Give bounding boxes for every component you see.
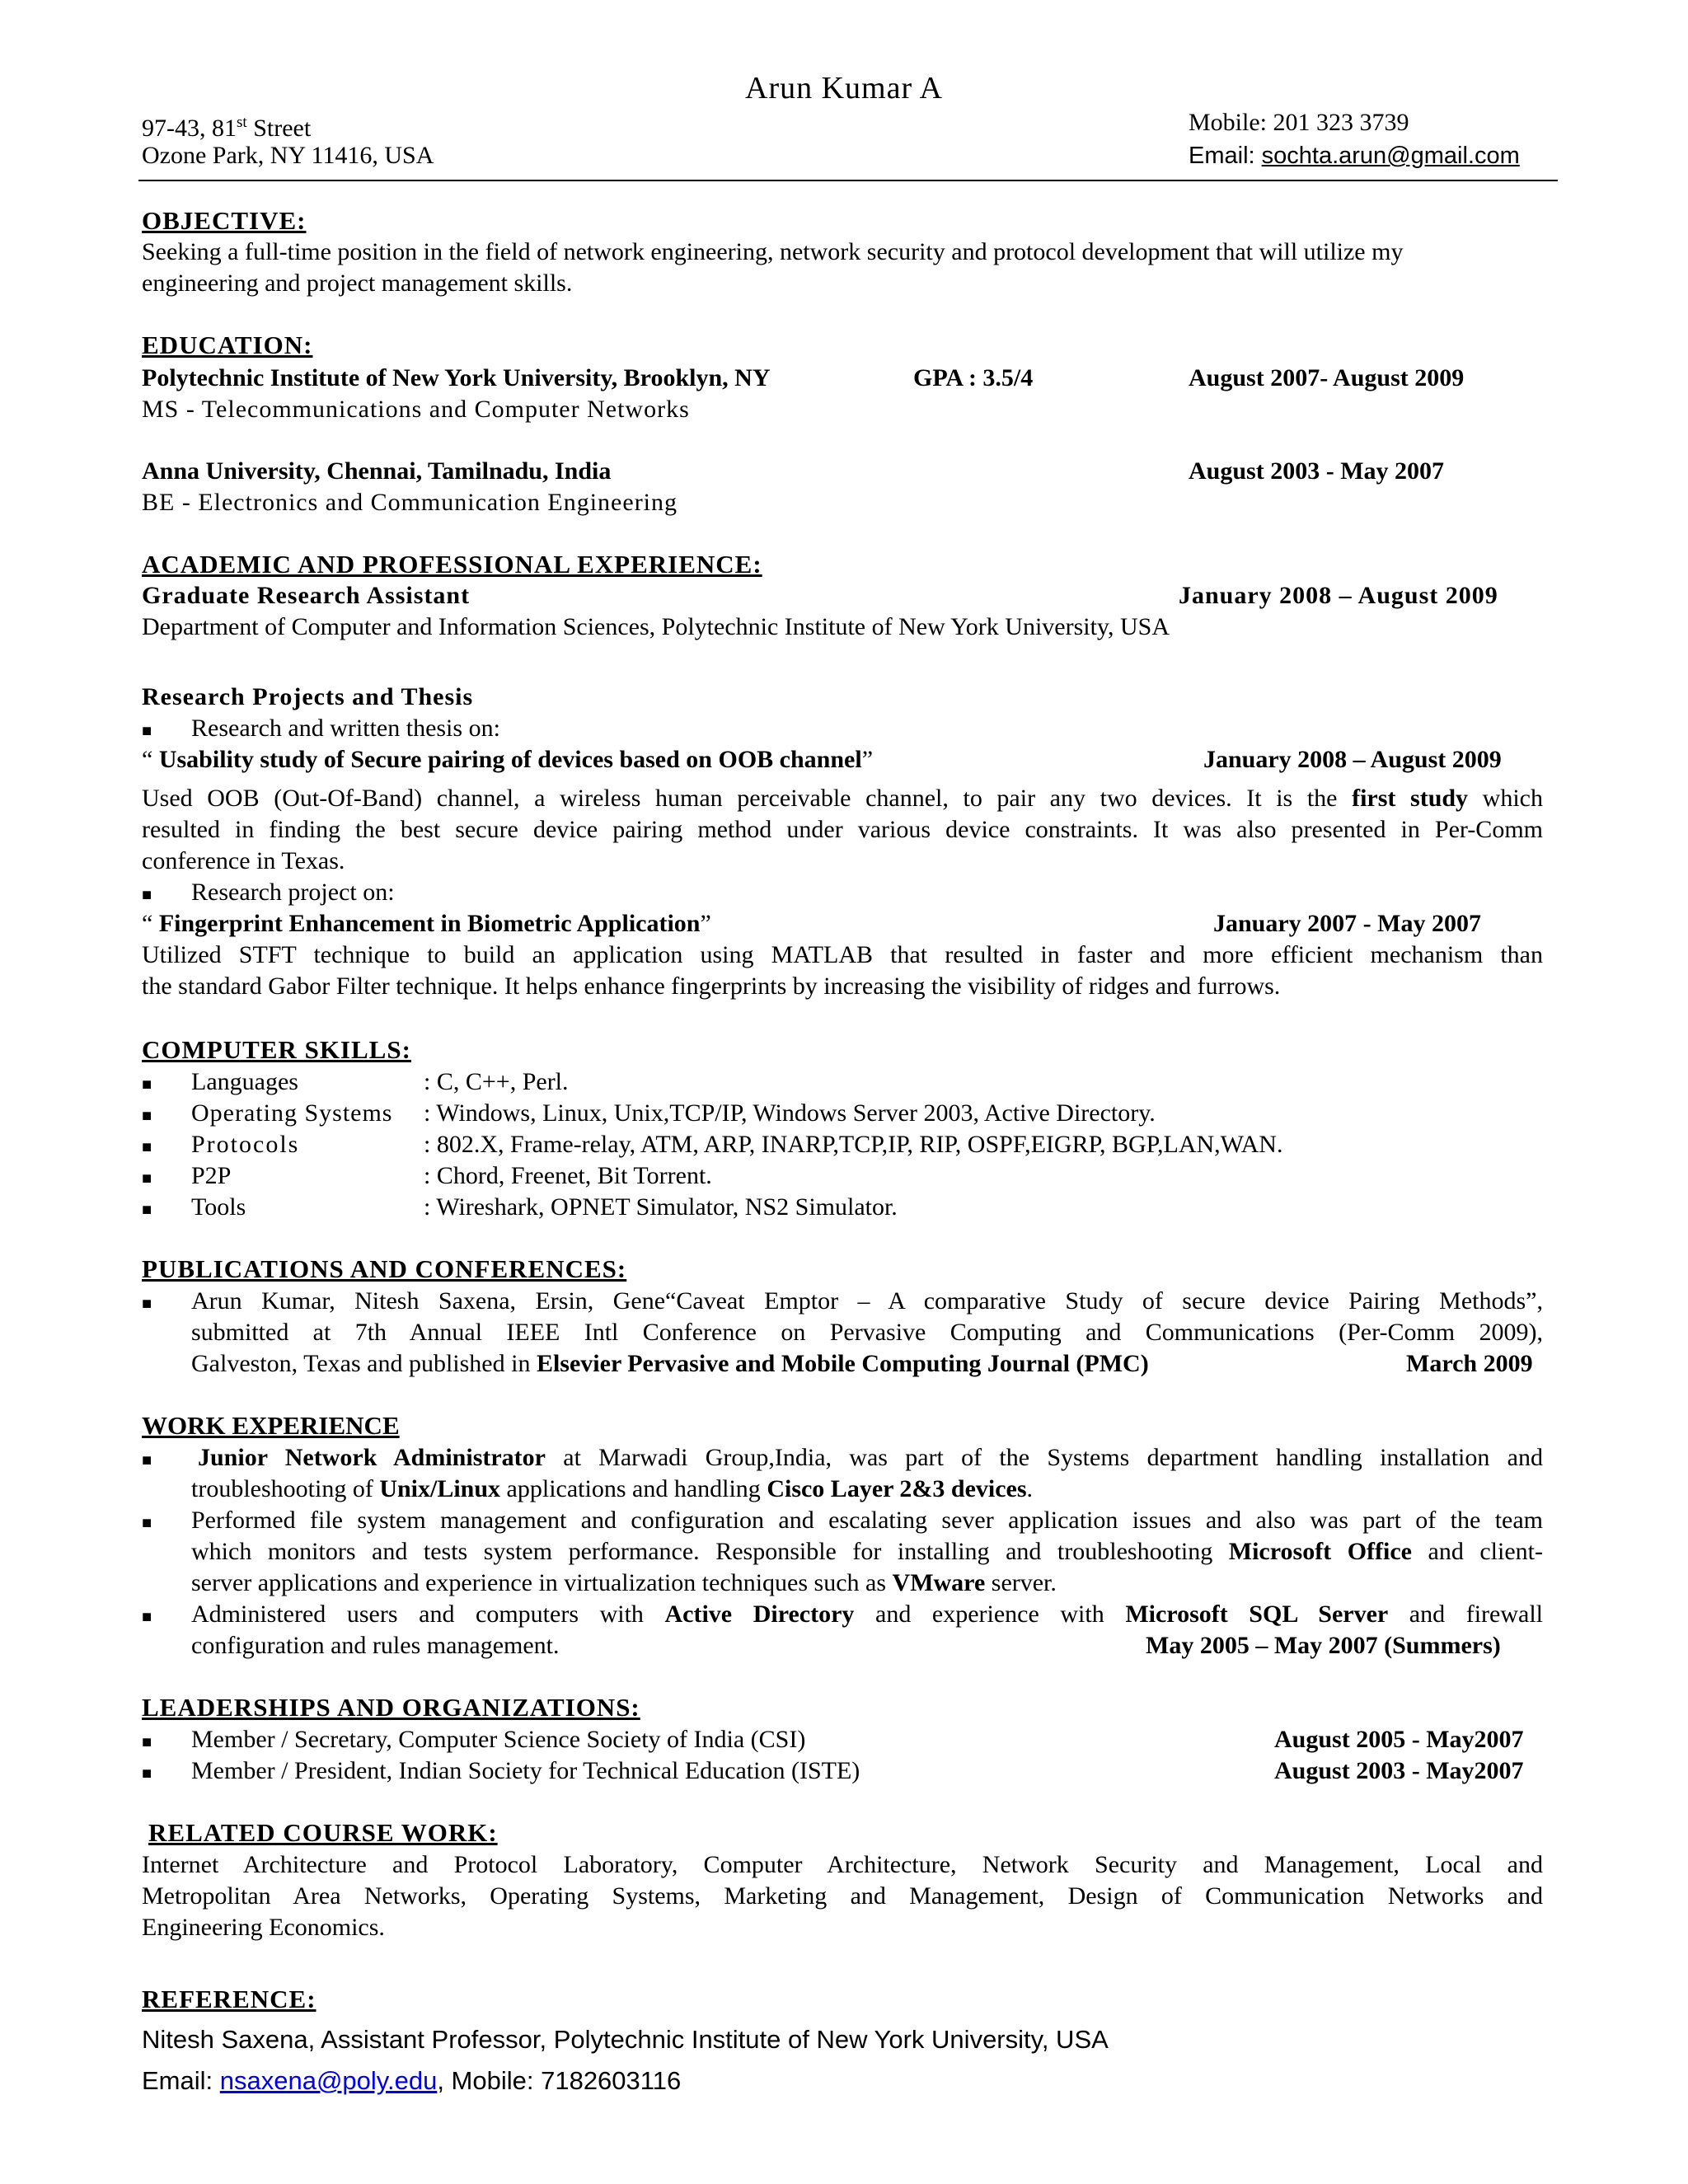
skills-label: Protocols (191, 1131, 300, 1158)
education-school-2: Anna University, Chennai, Tamilnadu, India (142, 457, 612, 485)
education-school-1: Polytechnic Institute of New York University, Brooklyn, NY (142, 364, 771, 391)
skills-value: : Chord, Freenet, Bit Torrent. (424, 1162, 712, 1189)
address-line-1: 97-43, 81st Street (142, 114, 312, 142)
skills-label: Languages (191, 1068, 298, 1095)
skills-heading: COMPUTER SKILLS: (142, 1035, 411, 1064)
bullet-icon: ■ (142, 1514, 152, 1532)
bullet-icon: ■ (142, 886, 152, 904)
work-bullet-3-line-2: configuration and rules management. (191, 1632, 560, 1659)
work-dates: May 2005 – May 2007 (Summers) (1146, 1632, 1501, 1659)
skills-row (142, 1066, 569, 1100)
publication-line-2: submitted at 7th Annual IEEE Intl Conference on Pervasive Computing and Communications (Per-Comm 2009), (191, 1319, 1543, 1346)
reference-contact (142, 2064, 681, 2097)
skills-value: : Wireshark, OPNET Simulator, NS2 Simulator. (424, 1193, 898, 1221)
objective-line-2: engineering and project management skills. (142, 269, 573, 297)
skills-row (142, 1129, 1283, 1163)
bullet-icon: ■ (142, 1765, 152, 1783)
education-degree-1: MS - Telecommunications and Computer Networks (142, 396, 690, 423)
work-bullet-1-line-1: Junior Network Administrator at Marwadi Group,India, was part of the Systems department handling installation and (198, 1444, 1543, 1471)
email-link[interactable]: sochta.arun@gmail.com (1261, 143, 1520, 169)
research-item-2-intro: ■ Research project on: (142, 879, 395, 906)
publication-line-1: Arun Kumar, Nitesh Saxena, Ersin, Gene“Caveat Emptor – A comparative Study of secure device Pairing Methods”, (191, 1287, 1543, 1315)
skills-label: Tools (191, 1193, 246, 1221)
bullet-icon: ■ (142, 1201, 152, 1219)
experience-title: Graduate Research Assistant (142, 582, 471, 609)
coursework-heading: RELATED COURSE WORK: (148, 1818, 498, 1847)
bullet-icon: ■ (142, 1138, 152, 1156)
leadership-item: ■ Member / Secretary, Computer Science Society of India (CSI) (142, 1726, 806, 1753)
work-bullet-2-line-3: server applications and experience in virtualization techniques such as VMware server. (191, 1569, 1057, 1596)
skills-label: Operating Systems (191, 1099, 393, 1127)
research-item-1-dates: January 2008 – August 2009 (1203, 746, 1502, 773)
header-divider (138, 180, 1558, 181)
skills-row (142, 1098, 1156, 1132)
leadership-heading: LEADERSHIPS AND ORGANIZATIONS: (142, 1693, 640, 1722)
reference-email-link[interactable]: nsaxena@poly.edu (219, 2066, 438, 2095)
skills-label: P2P (191, 1162, 232, 1189)
bullet-icon: ■ (142, 1451, 152, 1469)
research-item-1-title: “ Usability study of Secure pairing of devices based on OOB channel” (142, 746, 874, 773)
skills-value: : C, C++, Perl. (424, 1068, 569, 1095)
bullet-icon: ■ (142, 1608, 152, 1626)
work-bullet-2-line-1: Performed file system management and configuration and escalating sever application issues and also was part of the team (191, 1507, 1543, 1534)
skills-value: : 802.X, Frame-relay, ATM, ARP, INARP,TCP,IP, RIP, OSPF,EIGRP, BGP,LAN,WAN. (424, 1131, 1283, 1158)
email-line (1189, 140, 1520, 171)
work-bullet-3-line-1: Administered users and computers with Active Directory and experience with Microsoft SQL Server and firewall (191, 1601, 1543, 1628)
education-heading: EDUCATION: (142, 330, 313, 359)
work-bullet-1-line-2: troubleshooting of Unix/Linux applications and handling Cisco Layer 2&3 devices. (191, 1475, 1034, 1502)
address-line-2: Ozone Park, NY 11416, USA (142, 142, 434, 169)
skills-row (142, 1192, 898, 1226)
leadership-item-dates: August 2005 - May2007 (1274, 1726, 1524, 1753)
research-item-1-desc-3: conference in Texas. (142, 847, 345, 874)
research-item-2-dates: January 2007 - May 2007 (1213, 910, 1481, 937)
candidate-name: Arun Kumar A (745, 71, 943, 105)
leadership-item: ■ Member / President, Indian Society for Technical Education (ISTE) (142, 1757, 860, 1784)
email-label: Email: (1189, 143, 1262, 169)
work-bullet-2-line-2: which monitors and tests system performance. Responsible for installing and troubleshooting Microsoft Office and client- (191, 1538, 1543, 1565)
research-heading: Research Projects and Thesis (142, 683, 474, 710)
bullet-icon: ■ (142, 722, 152, 740)
skills-value: : Windows, Linux, Unix,TCP/IP, Windows Server 2003, Active Directory. (424, 1099, 1156, 1127)
research-item-1-desc-1: Used OOB (Out-Of-Band) channel, a wireless human perceivable channel, to pair any two devices. It is the first study which (142, 785, 1543, 812)
experience-department: Department of Computer and Information Sciences, Polytechnic Institute of New York University, USA (142, 613, 1170, 640)
skills-row (142, 1160, 712, 1194)
bullet-icon: ■ (142, 1107, 152, 1125)
research-item-2-title: “ Fingerprint Enhancement in Biometric Application” (142, 910, 711, 937)
publication-date: March 2009 (1406, 1350, 1533, 1377)
education-dates-1: August 2007- August 2009 (1189, 364, 1465, 391)
experience-heading: ACADEMIC AND PROFESSIONAL EXPERIENCE: (142, 550, 762, 579)
coursework-line-3: Engineering Economics. (142, 1914, 385, 1941)
experience-dates: January 2008 – August 2009 (1179, 582, 1498, 609)
research-item-1-intro: ■ Research and written thesis on: (142, 715, 500, 742)
coursework-line-1: Internet Architecture and Protocol Laboratory, Computer Architecture, Network Security and Management, Local and (142, 1851, 1543, 1878)
research-item-1-desc-2: resulted in finding the best secure device pairing method under various device constraints. It was also presented in Per-Comm (142, 816, 1543, 843)
publication-line-3: Galveston, Texas and published in Elsevier Pervasive and Mobile Computing Journal (PMC) (191, 1350, 1149, 1377)
bullet-icon: ■ (142, 1733, 152, 1751)
research-item-2-desc-2: the standard Gabor Filter technique. It helps enhance fingerprints by increasing the visibility of ridges and furrows. (142, 972, 1281, 1000)
research-item-2-desc-1: Utilized STFT technique to build an application using MATLAB that resulted in faster and more efficient mechanism than (142, 941, 1543, 968)
reference-line-1: Nitesh Saxena, Assistant Professor, Polytechnic Institute of New York University, USA (142, 2025, 1109, 2054)
coursework-line-2: Metropolitan Area Networks, Operating Systems, Marketing and Management, Design of Communication Networks and (142, 1882, 1543, 1910)
leadership-item-dates: August 2003 - May2007 (1274, 1757, 1524, 1784)
education-degree-2: BE - Electronics and Communication Engineering (142, 489, 678, 516)
reference-mobile: , Mobile: 7182603116 (437, 2066, 682, 2095)
work-heading: WORK EXPERIENCE (142, 1411, 400, 1440)
education-gpa: GPA : 3.5/4 (913, 364, 1034, 391)
education-dates-2: August 2003 - May 2007 (1189, 457, 1445, 485)
objective-line-1: Seeking a full-time position in the field of network engineering, network security and protocol development that will utilize my (142, 238, 1404, 265)
bullet-icon: ■ (142, 1076, 152, 1094)
publications-heading: PUBLICATIONS AND CONFERENCES: (142, 1254, 627, 1283)
reference-email-label: Email: (142, 2066, 220, 2095)
objective-heading: OBJECTIVE: (142, 206, 307, 235)
bullet-icon: ■ (142, 1295, 152, 1313)
mobile-number: Mobile: 201 323 3739 (1189, 109, 1409, 136)
reference-heading: REFERENCE: (142, 1985, 316, 2013)
bullet-icon: ■ (142, 1169, 152, 1188)
